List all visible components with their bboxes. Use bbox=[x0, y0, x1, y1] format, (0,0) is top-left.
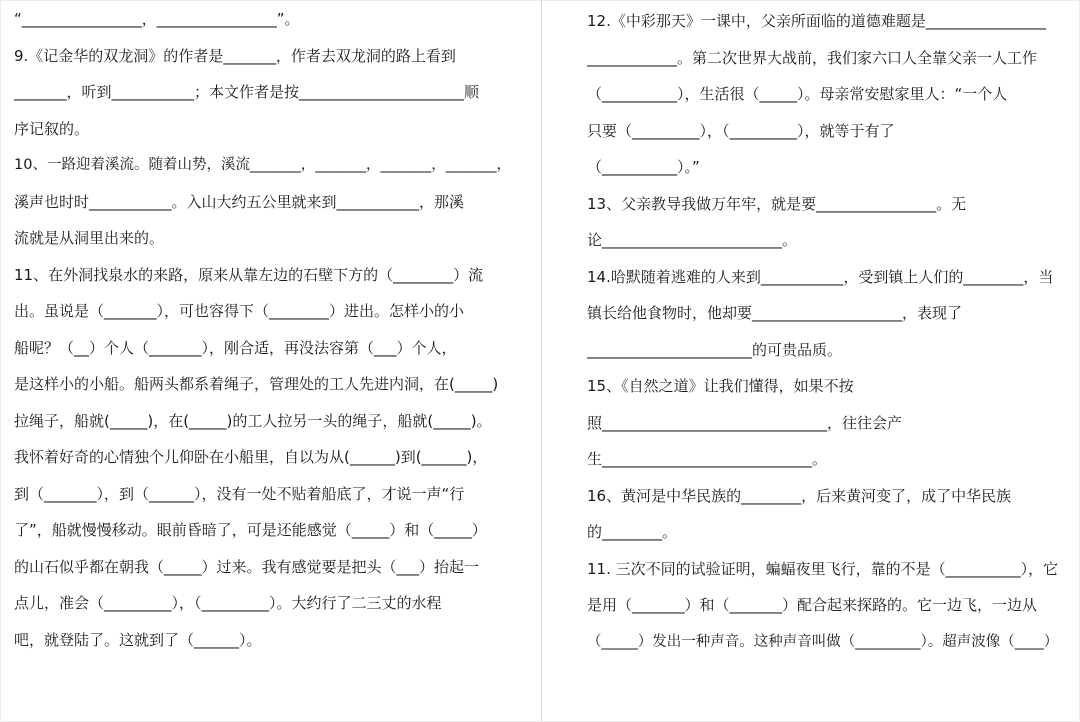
right-line: 是用（_______）和（_______）配合起来探路的。它一边飞，一边从 bbox=[587, 596, 1038, 614]
right-line: （_____）发出一种声音。这种声音叫做（_________）。超声波像（____） bbox=[587, 633, 1059, 650]
left-line: 10、一路迎着溪流。随着山势，溪流_______，_______，_______，_______， bbox=[14, 157, 511, 173]
left-line: 出。虽说是（_______），可也容得下（________）进出。怎样小的小 bbox=[14, 302, 465, 320]
left-line: 船呢？（__）个人（_______），刚合适，再没法容第（___）个人， bbox=[14, 338, 457, 357]
right-line: 11. 三次不同的试验证明，蝙蝠夜里飞行，靠的不是（__________），它 bbox=[587, 559, 1059, 578]
left-line: _______，听到___________；本文作者是按______________________顺 bbox=[14, 83, 480, 101]
right-line: 只要（_________），（_________），就等于有了 bbox=[587, 121, 895, 140]
right-line: 12.《中彩那天》一课中，父亲所面临的道德难题是________________ bbox=[587, 12, 1046, 30]
left-line: 拉绳子，船就(_____)，在(_____)的工人拉另一头的绳子，船就(_____)。 bbox=[14, 411, 492, 430]
right-line: ______________________的可贵品质。 bbox=[587, 340, 843, 359]
column-divider bbox=[541, 0, 542, 722]
left-line: 流就是从洞里出来的。 bbox=[14, 229, 165, 247]
left-line: 点儿，准会（_________），（_________）。大约行了二三丈的水程 bbox=[14, 594, 442, 612]
left-line: 了”，船就慢慢移动。眼前昏暗了，可是还能感觉（_____）和（_____） bbox=[14, 521, 487, 539]
right-line: 16、黄河是中华民族的________，后来黄河变了，成了中华民族 bbox=[587, 486, 1012, 505]
right-line: 的________。 bbox=[587, 523, 678, 541]
right-line: 论________________________。 bbox=[587, 231, 798, 249]
right-line: 14.哈默随着逃难的人来到___________，受到镇上人们的________，当 bbox=[587, 267, 1054, 286]
right-line: 15、《自然之道》让我们懂得，如果不按 bbox=[587, 377, 854, 395]
right-line: （__________），生活很（_____）。母亲常安慰家里人：“一个人 bbox=[587, 85, 1008, 103]
left-line: 的山石似乎都在朝我（_____）过来。我有感觉要是把头（___）抬起一 bbox=[14, 557, 480, 576]
left-line: 吧，就登陆了。这就到了（______）。 bbox=[14, 630, 262, 649]
left-column bbox=[14, 0, 524, 722]
left-line: “________________，________________”。 bbox=[14, 10, 300, 28]
right-line: 照______________________________，往往会产 bbox=[587, 413, 903, 432]
left-line: 我怀着好奇的心情独个儿仰卧在小船里，自以为从(______)到(______)， bbox=[14, 448, 488, 466]
left-line: 是这样小的小船。船两头都系着绳子，管理处的工人先进内洞，在(_____) bbox=[14, 375, 499, 393]
left-line: 序记叙的。 bbox=[14, 119, 90, 138]
right-line: （__________）。” bbox=[587, 158, 700, 176]
left-line: 溪声也时时___________。入山大约五公里就来到___________，那溪 bbox=[14, 192, 465, 211]
right-line: 镇长给他食物时，他却要____________________，表现了 bbox=[587, 304, 963, 322]
left-line: 到（_______），到（______），没有一处不贴着船底了，才说一声“行 bbox=[14, 484, 465, 503]
right-column bbox=[587, 0, 1072, 722]
right-line: 生____________________________。 bbox=[587, 450, 828, 468]
right-line: ____________。第二次世界大战前，我们家六口人全靠父亲一人工作 bbox=[587, 48, 1038, 67]
right-line: 13、父亲教导我做万年牢，就是要________________。无 bbox=[587, 194, 967, 213]
left-line: 11、在外洞找泉水的来路，原来从靠左边的石壁下方的（________）流 bbox=[14, 265, 484, 284]
left-line: 9.《记金华的双龙洞》的作者是_______，作者去双龙洞的路上看到 bbox=[14, 46, 456, 65]
